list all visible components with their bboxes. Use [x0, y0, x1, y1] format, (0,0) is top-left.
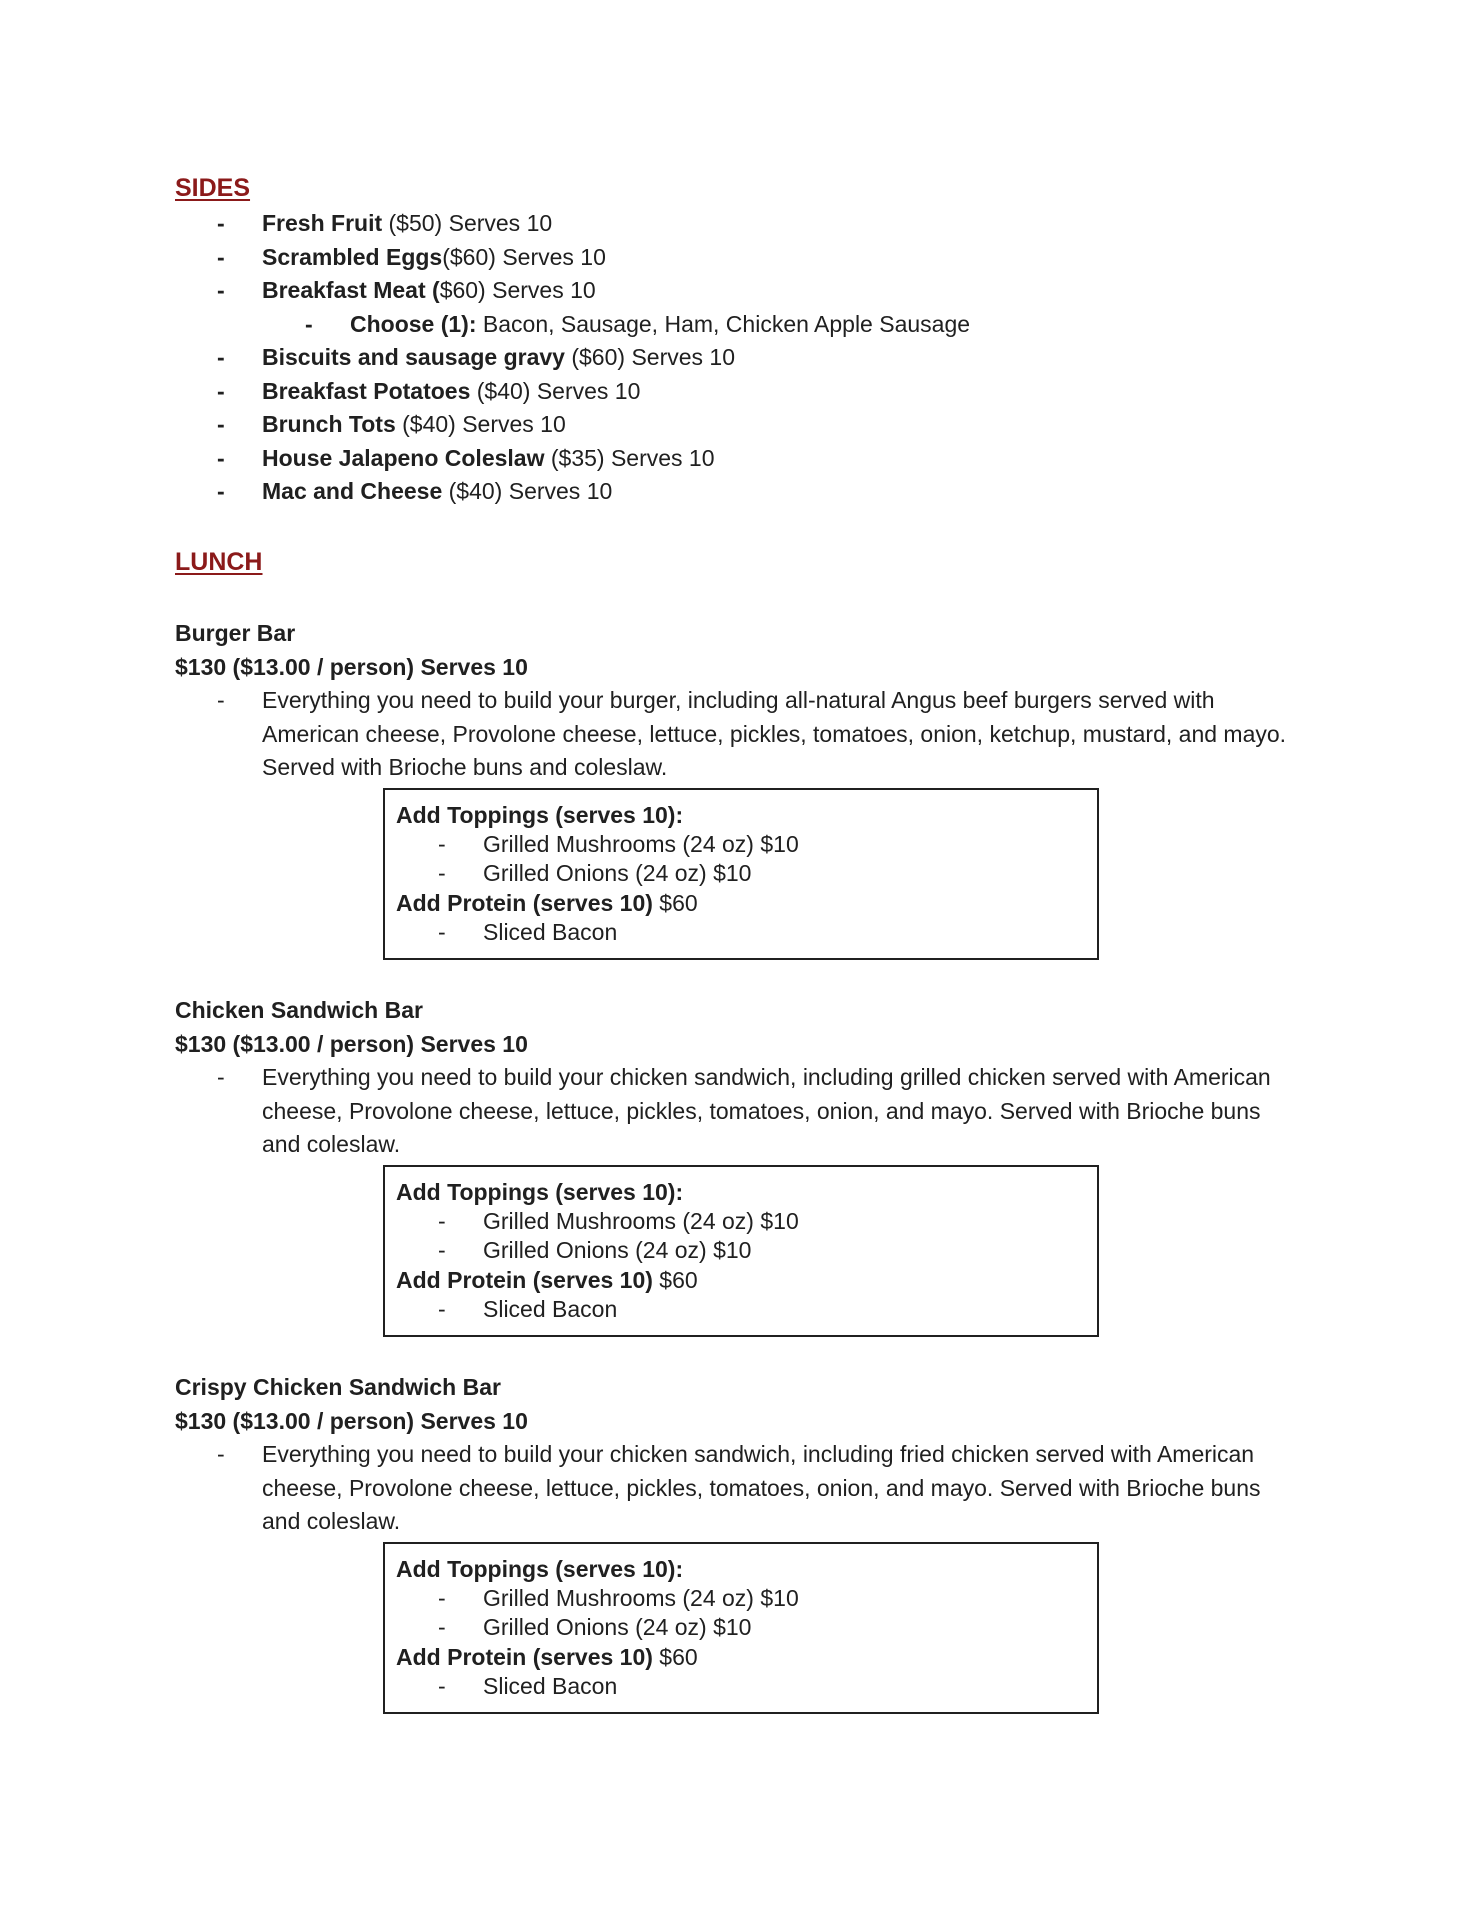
addons-box — [383, 788, 1099, 960]
side-name: Choose (1): — [350, 310, 477, 337]
side-detail: ($40) Serves 10 — [470, 377, 641, 404]
protein-price: $60 — [652, 889, 698, 916]
topping-option: Grilled Mushrooms (24 oz) $10 — [483, 1585, 799, 1612]
protein-option: Sliced Bacon — [483, 1295, 618, 1322]
side-detail: $60) Serves 10 — [439, 277, 596, 303]
protein-option: Sliced Bacon — [483, 918, 618, 945]
list-item: - Grilled Onions (24 oz) $10 — [396, 1236, 1097, 1265]
side-detail: ($40) Serves 10 — [395, 411, 566, 437]
crispy-chicken-sandwich-bar-section — [175, 1371, 1325, 1539]
topping-option: Grilled Mushrooms (24 oz) $10 — [483, 1208, 799, 1235]
list-item: - Brunch Tots ($40) Serves 10 — [217, 411, 566, 437]
protein-option: Sliced Bacon — [483, 1672, 618, 1699]
addons-box — [383, 1542, 1099, 1714]
toppings-label: Add Toppings (serves 10): — [396, 1556, 684, 1582]
list-item: - Grilled Mushrooms (24 oz) $10 — [396, 830, 1097, 859]
topping-option: Grilled Onions (24 oz) $10 — [483, 1614, 752, 1641]
side-name: Biscuits and sausage gravy — [262, 344, 565, 370]
toppings-label: Add Toppings (serves 10): — [396, 802, 684, 828]
side-name: Breakfast Potatoes — [262, 377, 471, 404]
list-item: - Sliced Bacon — [396, 918, 1097, 947]
protein-label: Add Protein (serves 10) — [396, 1643, 653, 1670]
topping-option: Grilled Mushrooms (24 oz) $10 — [483, 831, 799, 858]
item-description: Everything you need to build your chicken sandwich, including fried chicken served with American cheese, Provolone cheese, lettuce, pickles, tomatoes, onion, and mayo. Served with Brioche buns and coleslaw. — [262, 1441, 1261, 1534]
protein-label: Add Protein (serves 10) — [396, 1266, 653, 1293]
topping-option: Grilled Onions (24 oz) $10 — [483, 860, 752, 887]
list-item: - Breakfast Potatoes ($40) Serves 10 — [217, 377, 641, 404]
chicken-sandwich-bar-section — [175, 994, 1325, 1162]
item-description: Everything you need to build your chicken sandwich, including grilled chicken served with American cheese, Provolone cheese, lettuce, pickles, tomatoes, onion, and mayo. Served with Brioche buns and coleslaw. — [262, 1064, 1271, 1157]
toppings-label: Add Toppings (serves 10): — [396, 1179, 684, 1205]
side-name: Fresh Fruit — [262, 210, 383, 236]
item-description-row: - Everything you need to build your chicken sandwich, including fried chicken served with American cheese, Provolone cheese, lettuce, pickles, tomatoes, onion, and mayo. Served with Brioche buns and coleslaw. — [175, 1438, 1325, 1539]
protein-price: $60 — [652, 1266, 698, 1293]
side-name: Mac and Cheese — [262, 478, 443, 504]
item-price: $130 ($13.00 / person) Serves 10 — [175, 1030, 528, 1057]
list-item: - Breakfast Meat ($60) Serves 10 — [217, 277, 596, 303]
sides-list — [175, 207, 1325, 509]
list-item: - Mac and Cheese ($40) Serves 10 — [217, 478, 613, 504]
side-name: Scrambled Eggs — [262, 243, 443, 270]
side-detail: ($40) Serves 10 — [442, 478, 613, 504]
item-title: Burger Bar — [175, 620, 296, 646]
sides-heading: SIDES — [175, 174, 251, 202]
list-item: - House Jalapeno Coleslaw ($35) Serves 10 — [217, 444, 715, 471]
list-item: - Grilled Onions (24 oz) $10 — [396, 859, 1097, 888]
item-price: $130 ($13.00 / person) Serves 10 — [175, 1407, 528, 1434]
protein-price: $60 — [652, 1643, 698, 1670]
addons-box — [383, 1165, 1099, 1337]
side-detail: ($35) Serves 10 — [544, 444, 715, 471]
list-sub-item: - Choose (1): Bacon, Sausage, Ham, Chicken Apple Sausage — [305, 310, 971, 337]
topping-option: Grilled Onions (24 oz) $10 — [483, 1237, 752, 1264]
item-description-row: - Everything you need to build your burger, including all-natural Angus beef burgers served with American cheese, Provolone cheese, lettuce, pickles, tomatoes, onion, ketchup, mustard, and mayo. Served with Brioche buns and coleslaw. — [175, 684, 1325, 785]
side-detail: ($60) Serves 10 — [442, 243, 606, 270]
item-price: $130 ($13.00 / person) Serves 10 — [175, 653, 528, 680]
item-title: Chicken Sandwich Bar — [175, 997, 423, 1023]
side-detail: ($60) Serves 10 — [564, 344, 735, 370]
list-item: - Grilled Mushrooms (24 oz) $10 — [396, 1207, 1097, 1236]
side-detail: ($50) Serves 10 — [382, 210, 553, 236]
list-item: - Grilled Mushrooms (24 oz) $10 — [396, 1584, 1097, 1613]
side-name: House Jalapeno Coleslaw — [262, 444, 545, 471]
item-description: Everything you need to build your burger, including all-natural Angus beef burgers served with American cheese, Provolone cheese, lettuce, pickles, tomatoes, onion, ketchup, mustard, and mayo. Served with Brioche buns and coleslaw. — [262, 687, 1287, 780]
side-name: Brunch Tots — [262, 411, 396, 437]
list-item: - Sliced Bacon — [396, 1295, 1097, 1324]
list-item: - Biscuits and sausage gravy ($60) Serves 10 — [217, 344, 735, 370]
list-item: - Sliced Bacon — [396, 1672, 1097, 1701]
list-item: - Grilled Onions (24 oz) $10 — [396, 1613, 1097, 1642]
side-detail: Bacon, Sausage, Ham, Chicken Apple Sausage — [476, 310, 971, 337]
list-item: - Scrambled Eggs($60) Serves 10 — [217, 243, 606, 270]
item-description-row: - Everything you need to build your chicken sandwich, including grilled chicken served with American cheese, Provolone cheese, lettuce, pickles, tomatoes, onion, and mayo. Served with Brioche buns and coleslaw. — [175, 1061, 1325, 1162]
list-item: - Fresh Fruit ($50) Serves 10 — [217, 210, 553, 236]
side-name: Breakfast Meat ( — [262, 277, 440, 303]
item-title: Crispy Chicken Sandwich Bar — [175, 1374, 501, 1400]
protein-label: Add Protein (serves 10) — [396, 889, 653, 916]
lunch-heading: LUNCH — [175, 548, 263, 576]
burger-bar-section — [175, 617, 1325, 785]
